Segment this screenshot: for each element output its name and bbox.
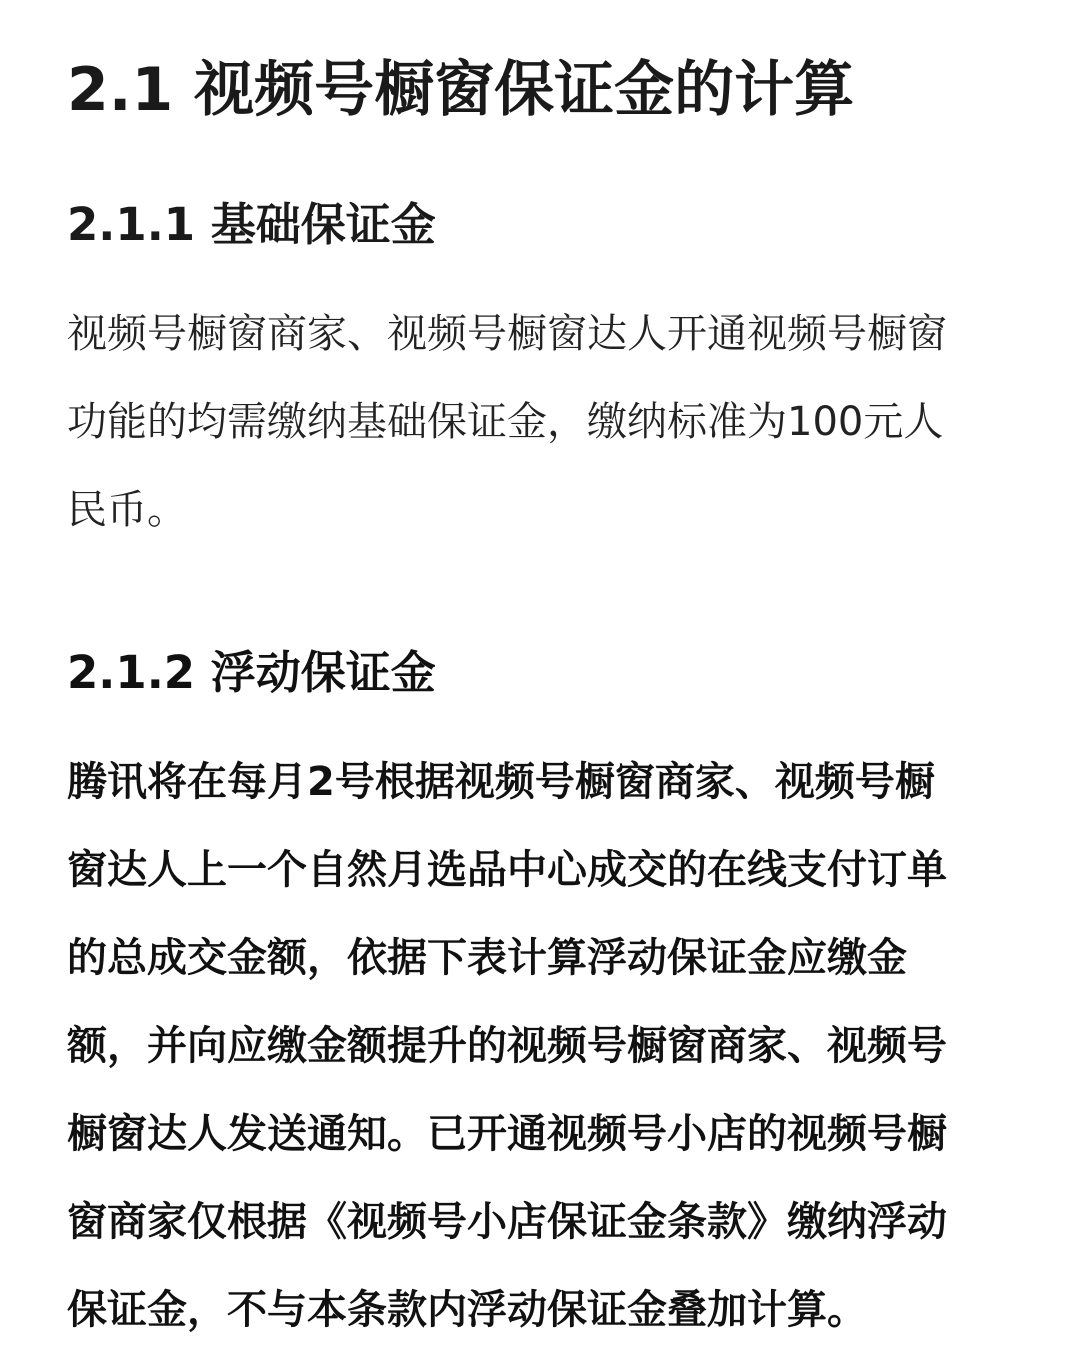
bold-text-run: 已开通视频号小店的视频号橱 [427,1111,947,1157]
text-run: 腾讯将在 [67,759,227,805]
paragraph-line-bold: 窗商家仅根据《视频号小店保证金条款》缴纳浮动 [67,1199,947,1245]
paragraph-basic-deposit [67,290,1022,554]
page-title: 2.1 视频号橱窗保证金的计算 [67,55,855,125]
text-run: 根据视频号橱窗商家、视频号橱 [374,759,935,805]
section-heading-floating-deposit: 2.1.2 浮动保证金 [67,646,436,699]
paragraph-line [67,738,1022,826]
text-run: 橱窗达人发送通知。 [67,1111,427,1157]
paragraph-line: 视频号橱窗商家、视频号橱窗达人开通视频号橱窗 [67,311,947,357]
paragraph-line: 民币。 [67,487,187,533]
paragraph-line: 的总成交金额，依据下表计算浮动保证金应缴金 [67,935,907,981]
bold-text-run: 每月2号 [227,759,375,805]
bold-text-run: 上一个自然月选品中心成交 [187,847,667,893]
text-run: 窗达人 [67,847,187,893]
paragraph-line [67,826,1022,914]
text-run: 的在线支付订单 [667,847,947,893]
paragraph-line [67,1090,1022,1178]
paragraph-floating-deposit [67,738,1022,1354]
paragraph-line: 额，并向应缴金额提升的视频号橱窗商家、视频号 [67,1023,947,1069]
paragraph-line-bold: 保证金，不与本条款内浮动保证金叠加计算。 [67,1287,867,1333]
section-heading-basic-deposit: 2.1.1 基础保证金 [67,198,436,251]
paragraph-line: 功能的均需缴纳基础保证金，缴纳标准为100元人 [67,399,944,445]
